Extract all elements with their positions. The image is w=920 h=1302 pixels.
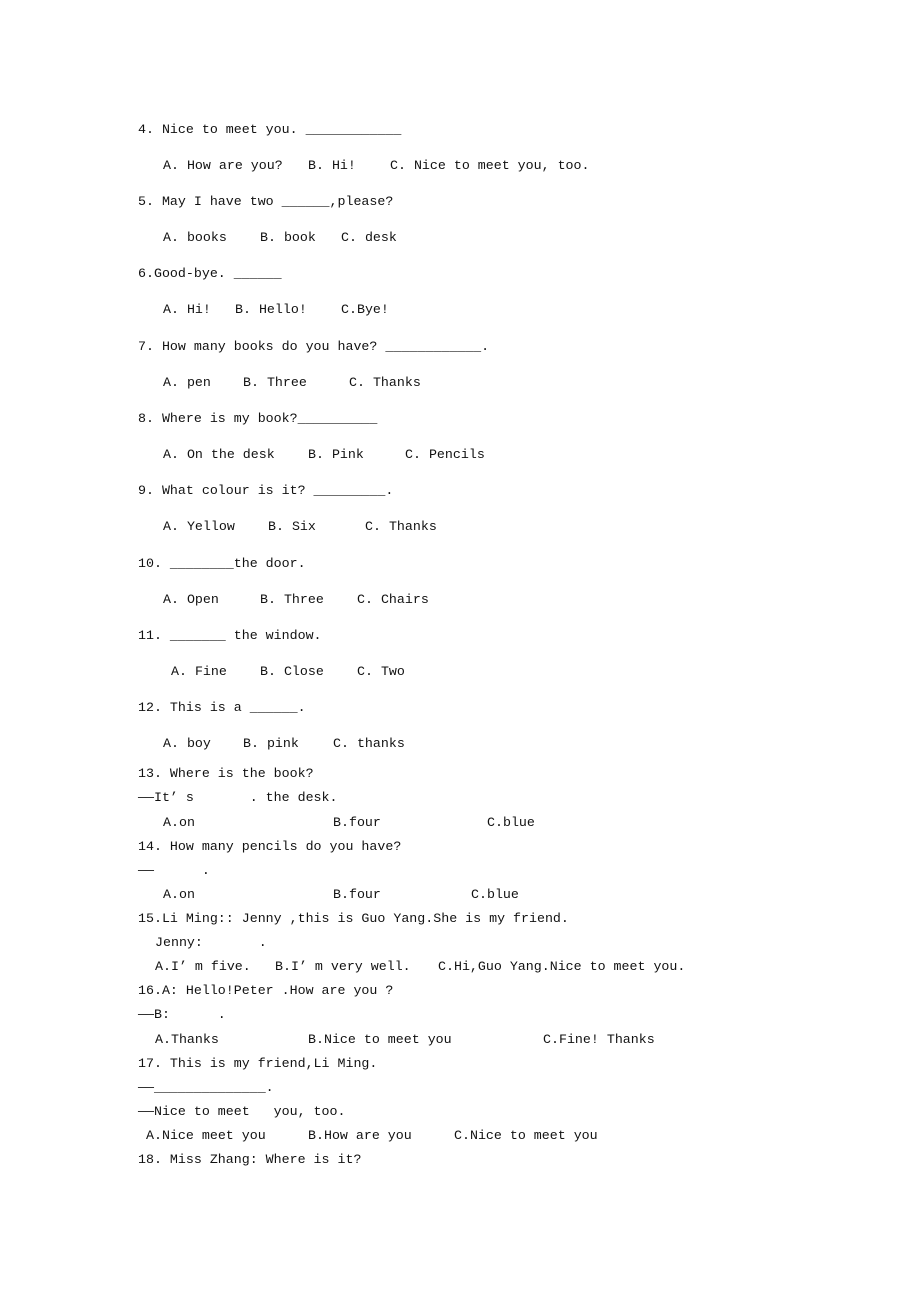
- option-b: B.four: [333, 887, 381, 902]
- response-line: ——B: .: [138, 1007, 226, 1022]
- option-a: A.on: [163, 887, 195, 902]
- option-b: B. Three: [260, 592, 324, 607]
- option-b: B. Close: [260, 664, 324, 679]
- question-6: 6.Good-bye. ______: [138, 266, 282, 281]
- option-a: A.Thanks: [155, 1032, 219, 1047]
- option-b: B. Six: [268, 519, 316, 534]
- option-c: C. thanks: [333, 736, 405, 751]
- option-c: C.blue: [487, 815, 535, 830]
- option-b: B. Hello!: [235, 302, 307, 317]
- option-c: C. Thanks: [365, 519, 437, 534]
- option-b: B.four: [333, 815, 381, 830]
- option-b: B. book: [260, 230, 316, 245]
- option-b: B.I’ m very well.: [275, 959, 411, 974]
- question-10: 10. ________the door.: [138, 556, 306, 571]
- option-a: A. boy: [163, 736, 211, 751]
- question-4: 4. Nice to meet you. ____________: [138, 122, 402, 137]
- option-b: B.How are you: [308, 1128, 412, 1143]
- option-b: B. Hi!: [308, 158, 356, 173]
- option-b: B. pink: [243, 736, 299, 751]
- option-a: A.on: [163, 815, 195, 830]
- option-a: A. Hi!: [163, 302, 211, 317]
- response-line: ——It’ s . the desk.: [138, 790, 338, 805]
- option-a: A. How are you?: [163, 158, 283, 173]
- option-c: C. Pencils: [405, 447, 485, 462]
- question-17: 17. This is my friend,Li Ming.: [138, 1056, 378, 1071]
- question-9: 9. What colour is it? _________.: [138, 483, 394, 498]
- option-b: B. Three: [243, 375, 307, 390]
- option-c: C. Thanks: [349, 375, 421, 390]
- question-12: 12. This is a ______.: [138, 700, 306, 715]
- question-13: 13. Where is the book?: [138, 766, 314, 781]
- question-14: 14. How many pencils do you have?: [138, 839, 402, 854]
- option-b: B. Pink: [308, 447, 364, 462]
- response-line: ——Nice to meet you, too.: [138, 1104, 346, 1119]
- question-7: 7. How many books do you have? ____________.: [138, 339, 490, 354]
- option-c: C.blue: [471, 887, 519, 902]
- option-a: A. Fine: [171, 664, 227, 679]
- option-a: A. Yellow: [163, 519, 235, 534]
- option-a: A.Nice meet you: [146, 1128, 266, 1143]
- option-b: B.Nice to meet you: [308, 1032, 452, 1047]
- question-8: 8. Where is my book?__________: [138, 411, 378, 426]
- question-15: 15.Li Ming:: Jenny ,this is Guo Yang.She is my friend.: [138, 911, 569, 926]
- option-c: C.Bye!: [341, 302, 389, 317]
- option-a: A. pen: [163, 375, 211, 390]
- option-c: C.Hi,Guo Yang.Nice to meet you.: [438, 959, 686, 974]
- option-c: C. Chairs: [357, 592, 429, 607]
- question-18: 18. Miss Zhang: Where is it?: [138, 1152, 362, 1167]
- question-5: 5. May I have two ______,please?: [138, 194, 394, 209]
- response-line: ——______________.: [138, 1080, 274, 1095]
- response-line: Jenny: .: [155, 935, 267, 950]
- response-line: —— .: [138, 863, 210, 878]
- option-c: C.Fine! Thanks: [543, 1032, 655, 1047]
- option-c: C. desk: [341, 230, 397, 245]
- option-c: C. Two: [357, 664, 405, 679]
- option-c: C.Nice to meet you: [454, 1128, 598, 1143]
- option-a: A.I’ m five.: [155, 959, 251, 974]
- option-c: C. Nice to meet you, too.: [390, 158, 590, 173]
- question-11: 11. _______ the window.: [138, 628, 322, 643]
- option-a: A. On the desk: [163, 447, 275, 462]
- option-a: A. books: [163, 230, 227, 245]
- question-16: 16.A: Hello!Peter .How are you ?: [138, 983, 394, 998]
- option-a: A. Open: [163, 592, 219, 607]
